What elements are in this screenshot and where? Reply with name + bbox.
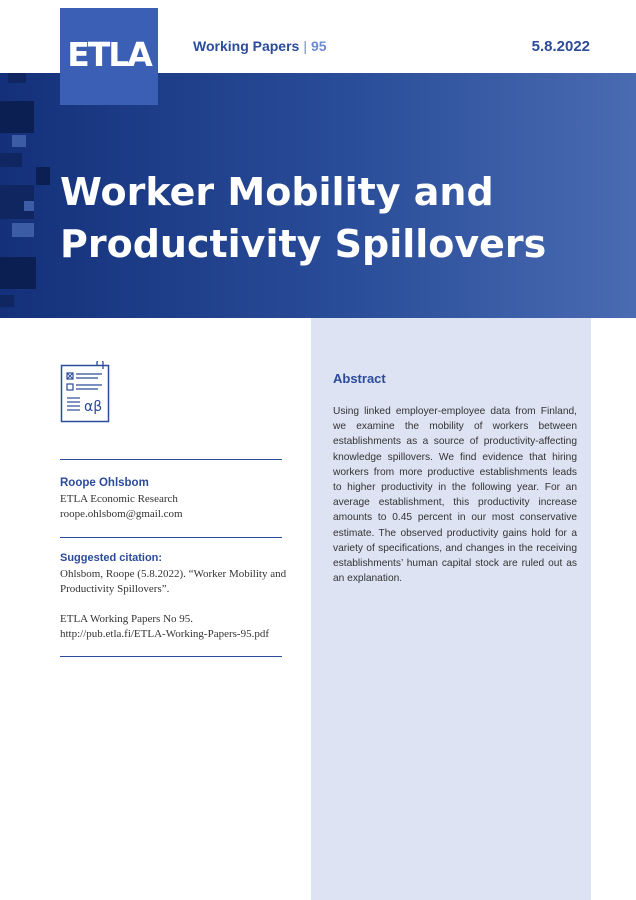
citation-url[interactable]: http://pub.etla.fi/ETLA-Working-Papers-95.pdf — [60, 628, 269, 640]
title-line-2: Productivity Spillovers — [60, 222, 547, 266]
citation-heading: Suggested citation: — [60, 552, 163, 564]
publication-date: 5.8.2022 — [531, 38, 590, 55]
series-label — [193, 38, 327, 54]
divider-top — [60, 459, 282, 460]
abstract-panel — [311, 318, 591, 900]
series-number: 95 — [310, 38, 327, 54]
author-affiliation: ETLA Economic Research — [60, 493, 178, 505]
paper-title — [60, 166, 580, 270]
author-name: Roope Ohlsbom — [60, 477, 149, 489]
series-separator: | — [303, 38, 307, 54]
alpha-beta-symbol: αβ — [84, 399, 103, 415]
author-email[interactable]: roope.ohlsbom@gmail.com — [60, 508, 183, 520]
divider-middle — [60, 537, 282, 538]
citation-line-1: Ohlsbom, Roope (5.8.2022). “Worker Mobility and — [60, 568, 287, 580]
abstract-text: Using linked employer-employee data from Finland, we examine the mobility of workers between establishments as a source of productivity-affecting knowledge spillovers. We find evidence that hiring workers from more productive establishments leads to higher productivity in the following year. For an average establishment, this productivity increase amounts to 0.45 percent in our most conservative estimate. The observed productivity gains hold for a variety of specifications, and changes in the receiving establishments’ human capital stock are ruled out as an explanation. — [333, 406, 577, 585]
divider-bottom — [60, 656, 282, 657]
abstract-heading: Abstract — [333, 371, 386, 386]
citation-line-2: Productivity Spillovers”. — [60, 583, 170, 595]
logo-text: ETLA — [67, 35, 151, 74]
title-line-1: Worker Mobility and — [60, 170, 494, 214]
etla-logo[interactable] — [60, 8, 158, 105]
series-name: Working Papers — [193, 38, 300, 54]
citation-series: ETLA Working Papers No 95. — [60, 613, 194, 625]
document-icon — [60, 361, 112, 423]
